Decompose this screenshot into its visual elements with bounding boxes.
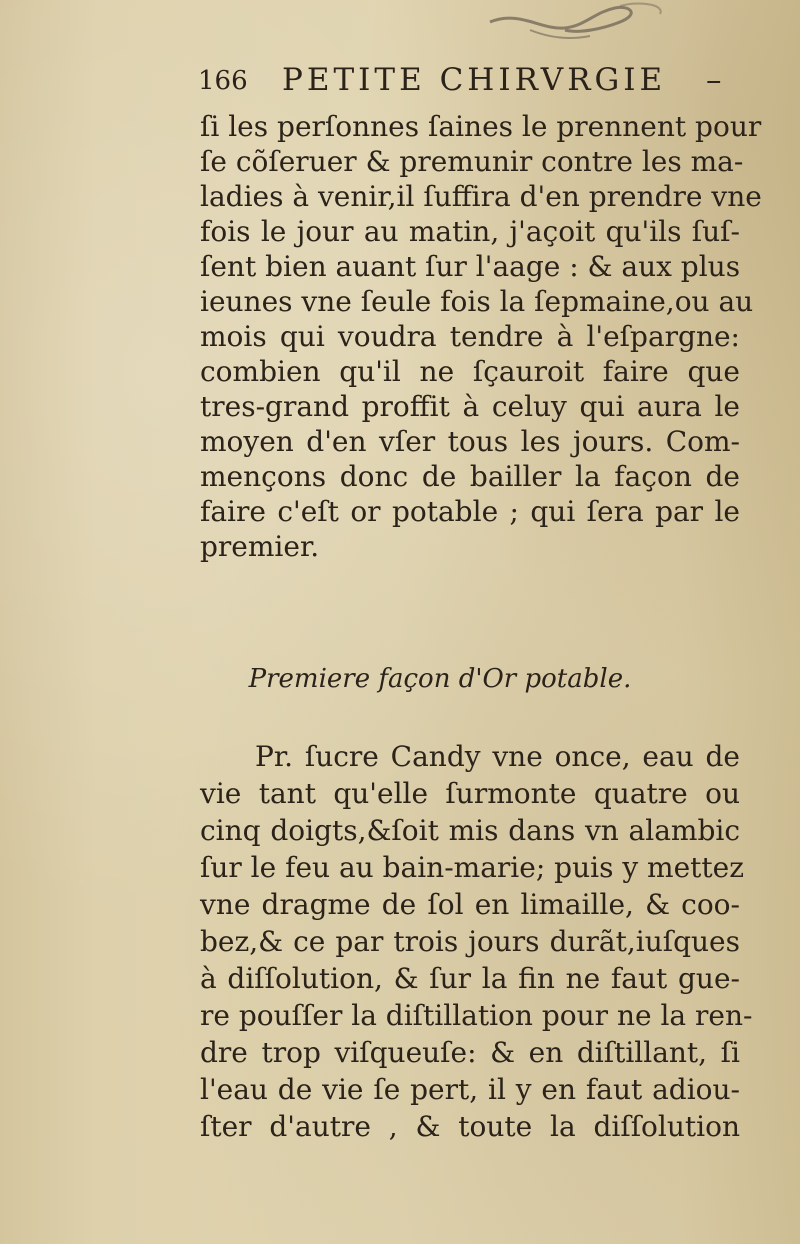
- page-number: 166: [198, 66, 248, 96]
- text-line: mençons donc de bailler la façon de: [200, 460, 740, 493]
- text-line: bez,& ce par trois jours durãt,iuſques: [200, 925, 740, 958]
- text-line: l'eau de vie ſe pert, il y en faut adiou-: [200, 1073, 740, 1106]
- text-line: ladies à venir,il ſuffira d'en prendre vne: [200, 180, 762, 213]
- text-line: combien qu'il ne ſçauroit faire que: [200, 355, 740, 388]
- text-line: tres-grand proffit à celuy qui aura le: [200, 390, 740, 423]
- running-header: [198, 62, 743, 108]
- text-line: premier.: [200, 530, 320, 563]
- text-line: ſi les perſonnes ſaines le prennent pour: [200, 110, 762, 143]
- text-line: ſent bien auant ſur l'aage : & aux plus: [200, 250, 741, 283]
- text-line: cinq doigts,&ſoit mis dans vn alambic: [200, 814, 740, 847]
- running-title: PETITE CHIRVRGIE: [282, 62, 667, 98]
- header-dash: –: [706, 62, 726, 98]
- text-line: re pouſſer la diſtillation pour ne la ren-: [200, 999, 753, 1032]
- text-line: vie tant qu'elle ſurmonte quatre ou: [200, 777, 740, 810]
- text-line: ſter d'autre , & toute la diſſolution: [200, 1110, 740, 1143]
- text-line: fois le jour au matin, j'açoit qu'ils ſuſ-: [200, 215, 740, 248]
- text-line: faire c'eſt or potable ; qui ſera par le: [200, 495, 740, 528]
- text-line: ieunes vne ſeule fois la ſepmaine,ou au: [200, 285, 754, 318]
- text-line: vne dragme de ſol en limaille, & coo-: [200, 888, 740, 921]
- text-line: ſe cõſeruer & premunir contre les ma-: [200, 145, 744, 178]
- section-heading: Premiere façon d'Or potable.: [248, 664, 632, 694]
- text-line: ſur le feu au bain-marie; puis y mettez: [200, 851, 745, 884]
- text-line: mois qui voudra tendre à l'eſpargne:: [200, 320, 740, 353]
- text-line: moyen d'en vſer tous les jours. Com-: [200, 425, 740, 458]
- text-line: à diſſolution, & ſur la fin ne faut gue-: [200, 962, 740, 995]
- text-line: dre trop viſqueuſe: & en diſtillant, ſi: [200, 1036, 740, 1069]
- text-line: Pr. ſucre Candy vne once, eau de: [255, 740, 740, 773]
- ink-flourish-ornament: [470, 0, 690, 50]
